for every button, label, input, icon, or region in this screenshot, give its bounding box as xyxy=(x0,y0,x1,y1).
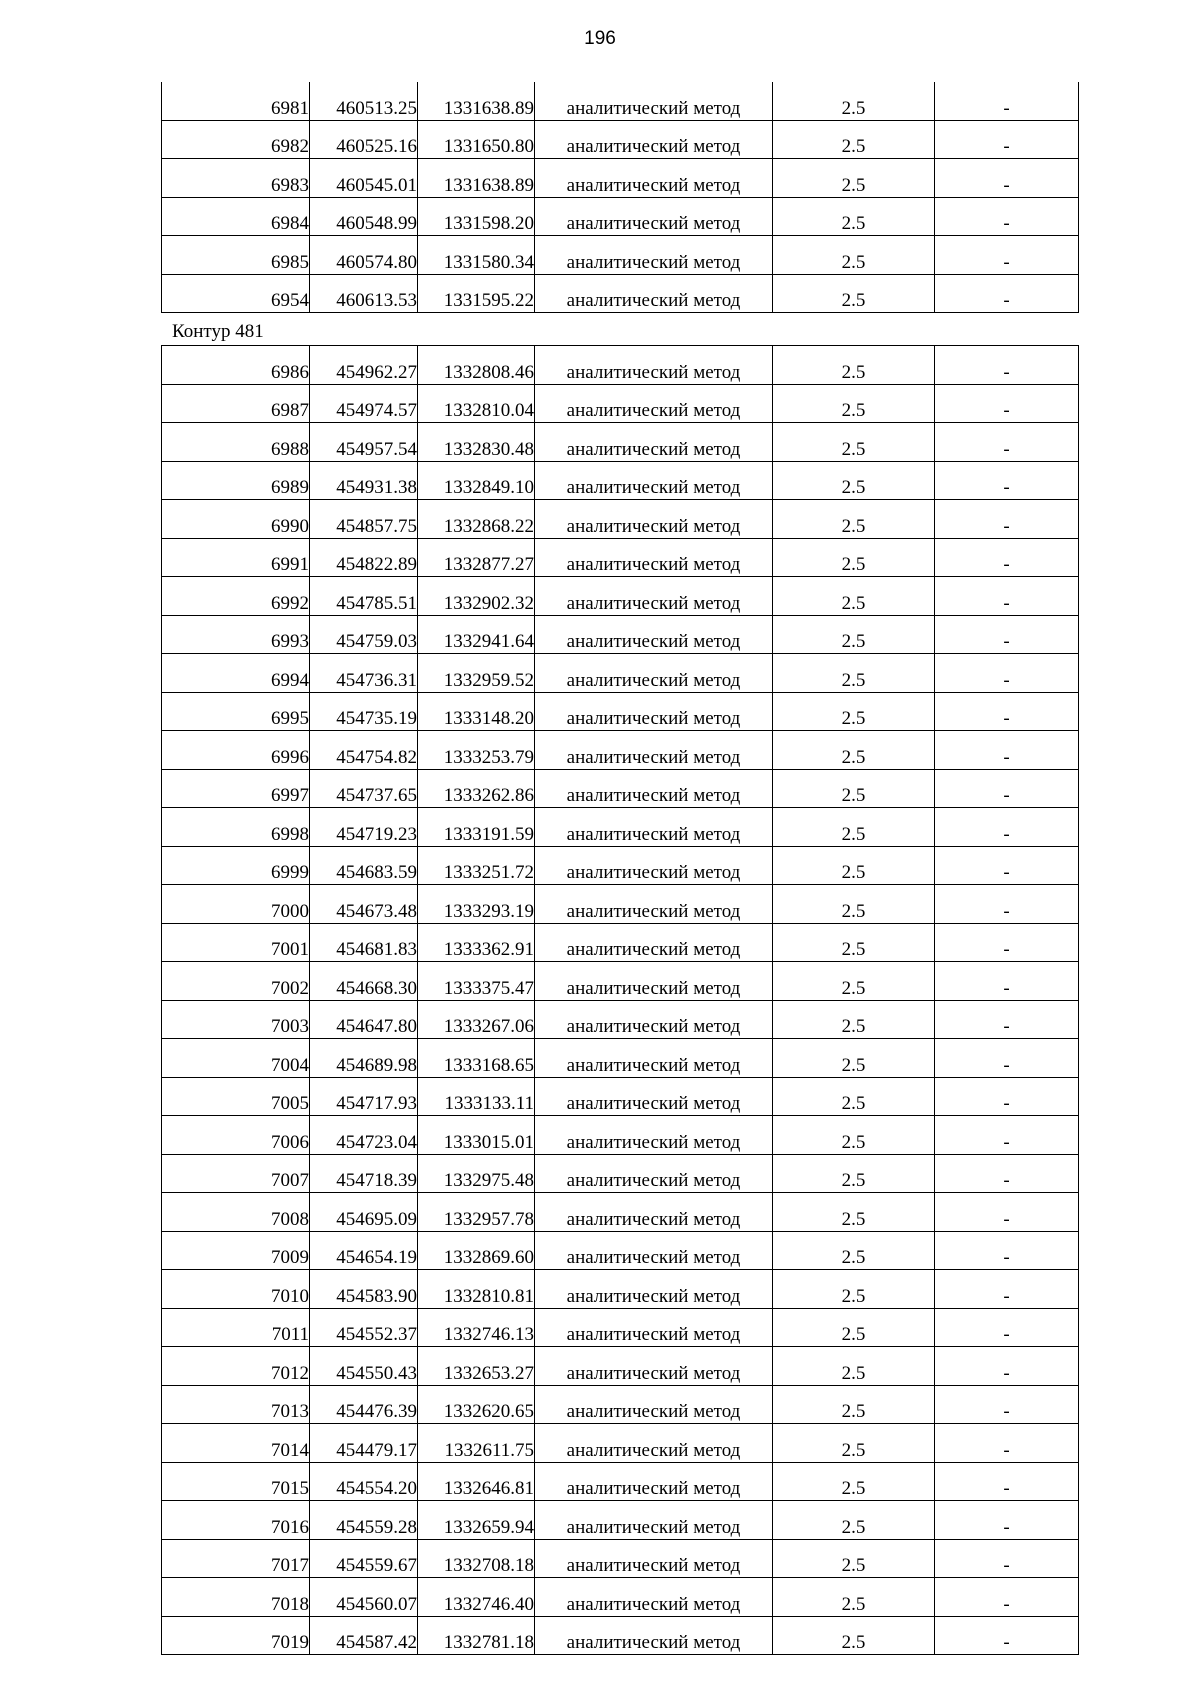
method-cell: аналитический метод xyxy=(535,1077,773,1116)
error-value-cell: 2.5 xyxy=(773,1347,935,1386)
coord-x-cell: 454974.57 xyxy=(310,384,418,423)
error-value-cell: 2.5 xyxy=(773,1154,935,1193)
coord-y-cell: 1331580.34 xyxy=(418,236,535,275)
error-value-cell: 2.5 xyxy=(773,423,935,462)
note-cell: - xyxy=(935,769,1079,808)
note-cell: - xyxy=(935,1077,1079,1116)
method-cell: аналитический метод xyxy=(535,1462,773,1501)
note-cell: - xyxy=(935,846,1079,885)
coord-y-cell: 1333168.65 xyxy=(418,1039,535,1078)
error-value-cell: 2.5 xyxy=(773,1308,935,1347)
note-cell: - xyxy=(935,1578,1079,1617)
method-cell: аналитический метод xyxy=(535,461,773,500)
error-value-cell: 2.5 xyxy=(773,346,935,385)
error-value-cell: 2.5 xyxy=(773,500,935,539)
coord-x-cell: 454654.19 xyxy=(310,1231,418,1270)
point-number-cell: 6982 xyxy=(162,120,310,159)
method-cell: аналитический метод xyxy=(535,1347,773,1386)
coord-y-cell: 1333015.01 xyxy=(418,1116,535,1155)
method-cell: аналитический метод xyxy=(535,197,773,236)
coord-x-cell: 454668.30 xyxy=(310,962,418,1001)
table-row xyxy=(162,1347,1079,1386)
table-row xyxy=(162,962,1079,1001)
point-number-cell: 6990 xyxy=(162,500,310,539)
table-row xyxy=(162,808,1079,847)
coord-x-cell: 454737.65 xyxy=(310,769,418,808)
coord-x-cell: 454759.03 xyxy=(310,615,418,654)
coordinates-table-continued xyxy=(161,82,1079,313)
point-number-cell: 7016 xyxy=(162,1501,310,1540)
point-number-cell: 6988 xyxy=(162,423,310,462)
error-value-cell: 2.5 xyxy=(773,1501,935,1540)
table-row xyxy=(162,1578,1079,1617)
error-value-cell: 2.5 xyxy=(773,1578,935,1617)
coord-y-cell: 1333362.91 xyxy=(418,923,535,962)
method-cell: аналитический метод xyxy=(535,1424,773,1463)
table-row xyxy=(162,346,1079,385)
error-value-cell: 2.5 xyxy=(773,1231,935,1270)
note-cell: - xyxy=(935,808,1079,847)
note-cell: - xyxy=(935,120,1079,159)
coord-x-cell: 454857.75 xyxy=(310,500,418,539)
table-row xyxy=(162,1539,1079,1578)
point-number-cell: 6986 xyxy=(162,346,310,385)
note-cell: - xyxy=(935,1616,1079,1655)
error-value-cell: 2.5 xyxy=(773,159,935,198)
table-row xyxy=(162,1039,1079,1078)
point-number-cell: 7006 xyxy=(162,1116,310,1155)
coord-y-cell: 1332810.04 xyxy=(418,384,535,423)
coord-x-cell: 454554.20 xyxy=(310,1462,418,1501)
point-number-cell: 7008 xyxy=(162,1193,310,1232)
error-value-cell: 2.5 xyxy=(773,1539,935,1578)
coord-y-cell: 1332830.48 xyxy=(418,423,535,462)
coord-x-cell: 454559.67 xyxy=(310,1539,418,1578)
point-number-cell: 7012 xyxy=(162,1347,310,1386)
note-cell: - xyxy=(935,159,1079,198)
point-number-cell: 6985 xyxy=(162,236,310,275)
method-cell: аналитический метод xyxy=(535,808,773,847)
point-number-cell: 6981 xyxy=(162,82,310,120)
point-number-cell: 7014 xyxy=(162,1424,310,1463)
table-row xyxy=(162,461,1079,500)
error-value-cell: 2.5 xyxy=(773,1424,935,1463)
table-row xyxy=(162,885,1079,924)
table-row xyxy=(162,197,1079,236)
note-cell: - xyxy=(935,1231,1079,1270)
coord-x-cell: 454647.80 xyxy=(310,1000,418,1039)
method-cell: аналитический метод xyxy=(535,1501,773,1540)
coord-y-cell: 1333253.79 xyxy=(418,731,535,770)
method-cell: аналитический метод xyxy=(535,731,773,770)
table-row xyxy=(162,120,1079,159)
coord-y-cell: 1331638.89 xyxy=(418,159,535,198)
coord-x-cell: 454723.04 xyxy=(310,1116,418,1155)
coord-x-cell: 454822.89 xyxy=(310,538,418,577)
coord-y-cell: 1333375.47 xyxy=(418,962,535,1001)
point-number-cell: 6998 xyxy=(162,808,310,847)
coord-x-cell: 460548.99 xyxy=(310,197,418,236)
error-value-cell: 2.5 xyxy=(773,1616,935,1655)
method-cell: аналитический метод xyxy=(535,82,773,120)
table-row xyxy=(162,423,1079,462)
method-cell: аналитический метод xyxy=(535,1308,773,1347)
error-value-cell: 2.5 xyxy=(773,1116,935,1155)
error-value-cell: 2.5 xyxy=(773,577,935,616)
coord-y-cell: 1333267.06 xyxy=(418,1000,535,1039)
error-value-cell: 2.5 xyxy=(773,1270,935,1309)
coord-y-cell: 1331638.89 xyxy=(418,82,535,120)
table-row xyxy=(162,1462,1079,1501)
coord-y-cell: 1332877.27 xyxy=(418,538,535,577)
point-number-cell: 7015 xyxy=(162,1462,310,1501)
method-cell: аналитический метод xyxy=(535,1578,773,1617)
coord-y-cell: 1332868.22 xyxy=(418,500,535,539)
point-number-cell: 6992 xyxy=(162,577,310,616)
contour-label: Контур 481 xyxy=(172,321,264,342)
coord-x-cell: 454735.19 xyxy=(310,692,418,731)
coord-x-cell: 454681.83 xyxy=(310,923,418,962)
note-cell: - xyxy=(935,500,1079,539)
error-value-cell: 2.5 xyxy=(773,197,935,236)
table-row xyxy=(162,654,1079,693)
coord-x-cell: 460574.80 xyxy=(310,236,418,275)
coord-x-cell: 460525.16 xyxy=(310,120,418,159)
note-cell: - xyxy=(935,384,1079,423)
error-value-cell: 2.5 xyxy=(773,923,935,962)
error-value-cell: 2.5 xyxy=(773,769,935,808)
coord-x-cell: 454754.82 xyxy=(310,731,418,770)
table-row xyxy=(162,1308,1079,1347)
coord-y-cell: 1333262.86 xyxy=(418,769,535,808)
coord-x-cell: 454785.51 xyxy=(310,577,418,616)
error-value-cell: 2.5 xyxy=(773,538,935,577)
coord-y-cell: 1332659.94 xyxy=(418,1501,535,1540)
coord-x-cell: 454476.39 xyxy=(310,1385,418,1424)
note-cell: - xyxy=(935,577,1079,616)
coord-y-cell: 1331595.22 xyxy=(418,274,535,313)
note-cell: - xyxy=(935,1539,1079,1578)
error-value-cell: 2.5 xyxy=(773,654,935,693)
note-cell: - xyxy=(935,1424,1079,1463)
method-cell: аналитический метод xyxy=(535,577,773,616)
point-number-cell: 6996 xyxy=(162,731,310,770)
point-number-cell: 6995 xyxy=(162,692,310,731)
point-number-cell: 6999 xyxy=(162,846,310,885)
point-number-cell: 6991 xyxy=(162,538,310,577)
method-cell: аналитический метод xyxy=(535,769,773,808)
note-cell: - xyxy=(935,1462,1079,1501)
note-cell: - xyxy=(935,731,1079,770)
coord-y-cell: 1332746.13 xyxy=(418,1308,535,1347)
error-value-cell: 2.5 xyxy=(773,384,935,423)
error-value-cell: 2.5 xyxy=(773,885,935,924)
table-row xyxy=(162,846,1079,885)
point-number-cell: 7019 xyxy=(162,1616,310,1655)
coord-x-cell: 454736.31 xyxy=(310,654,418,693)
error-value-cell: 2.5 xyxy=(773,1000,935,1039)
method-cell: аналитический метод xyxy=(535,923,773,962)
method-cell: аналитический метод xyxy=(535,615,773,654)
table-row xyxy=(162,1154,1079,1193)
coord-y-cell: 1333293.19 xyxy=(418,885,535,924)
coord-y-cell: 1332957.78 xyxy=(418,1193,535,1232)
note-cell: - xyxy=(935,885,1079,924)
table-row xyxy=(162,1193,1079,1232)
method-cell: аналитический метод xyxy=(535,1539,773,1578)
note-cell: - xyxy=(935,1385,1079,1424)
error-value-cell: 2.5 xyxy=(773,82,935,120)
coord-x-cell: 454962.27 xyxy=(310,346,418,385)
method-cell: аналитический метод xyxy=(535,1193,773,1232)
point-number-cell: 7001 xyxy=(162,923,310,962)
note-cell: - xyxy=(935,962,1079,1001)
method-cell: аналитический метод xyxy=(535,236,773,275)
note-cell: - xyxy=(935,1116,1079,1155)
method-cell: аналитический метод xyxy=(535,846,773,885)
method-cell: аналитический метод xyxy=(535,384,773,423)
error-value-cell: 2.5 xyxy=(773,846,935,885)
point-number-cell: 7007 xyxy=(162,1154,310,1193)
table-row xyxy=(162,1424,1079,1463)
point-number-cell: 7003 xyxy=(162,1000,310,1039)
method-cell: аналитический метод xyxy=(535,1231,773,1270)
coord-y-cell: 1332646.81 xyxy=(418,1462,535,1501)
error-value-cell: 2.5 xyxy=(773,615,935,654)
note-cell: - xyxy=(935,1000,1079,1039)
method-cell: аналитический метод xyxy=(535,1154,773,1193)
point-number-cell: 6954 xyxy=(162,274,310,313)
note-cell: - xyxy=(935,692,1079,731)
method-cell: аналитический метод xyxy=(535,1039,773,1078)
table-row xyxy=(162,1077,1079,1116)
coord-y-cell: 1331650.80 xyxy=(418,120,535,159)
table-row xyxy=(162,692,1079,731)
table-row xyxy=(162,731,1079,770)
error-value-cell: 2.5 xyxy=(773,236,935,275)
note-cell: - xyxy=(935,1039,1079,1078)
coord-x-cell: 454587.42 xyxy=(310,1616,418,1655)
coord-x-cell: 460545.01 xyxy=(310,159,418,198)
note-cell: - xyxy=(935,1154,1079,1193)
coord-y-cell: 1333251.72 xyxy=(418,846,535,885)
note-cell: - xyxy=(935,1347,1079,1386)
point-number-cell: 7011 xyxy=(162,1308,310,1347)
coord-y-cell: 1332869.60 xyxy=(418,1231,535,1270)
point-number-cell: 6983 xyxy=(162,159,310,198)
coord-y-cell: 1332653.27 xyxy=(418,1347,535,1386)
table-row xyxy=(162,769,1079,808)
note-cell: - xyxy=(935,274,1079,313)
point-number-cell: 6993 xyxy=(162,615,310,654)
point-number-cell: 7017 xyxy=(162,1539,310,1578)
method-cell: аналитический метод xyxy=(535,538,773,577)
note-cell: - xyxy=(935,1501,1079,1540)
coord-x-cell: 454560.07 xyxy=(310,1578,418,1617)
note-cell: - xyxy=(935,538,1079,577)
error-value-cell: 2.5 xyxy=(773,1385,935,1424)
coord-x-cell: 454559.28 xyxy=(310,1501,418,1540)
table-row xyxy=(162,236,1079,275)
coord-x-cell: 460513.25 xyxy=(310,82,418,120)
table-row xyxy=(162,1385,1079,1424)
method-cell: аналитический метод xyxy=(535,159,773,198)
method-cell: аналитический метод xyxy=(535,500,773,539)
coord-y-cell: 1332810.81 xyxy=(418,1270,535,1309)
page-number: 196 xyxy=(584,28,616,49)
table-row xyxy=(162,82,1079,120)
coord-y-cell: 1332975.48 xyxy=(418,1154,535,1193)
point-number-cell: 6984 xyxy=(162,197,310,236)
method-cell: аналитический метод xyxy=(535,692,773,731)
coord-x-cell: 454583.90 xyxy=(310,1270,418,1309)
table-row xyxy=(162,1501,1079,1540)
note-cell: - xyxy=(935,461,1079,500)
point-number-cell: 7000 xyxy=(162,885,310,924)
coord-y-cell: 1333133.11 xyxy=(418,1077,535,1116)
coord-y-cell: 1332808.46 xyxy=(418,346,535,385)
error-value-cell: 2.5 xyxy=(773,1077,935,1116)
error-value-cell: 2.5 xyxy=(773,461,935,500)
note-cell: - xyxy=(935,923,1079,962)
coord-x-cell: 454957.54 xyxy=(310,423,418,462)
table-row xyxy=(162,538,1079,577)
coord-x-cell: 454717.93 xyxy=(310,1077,418,1116)
note-cell: - xyxy=(935,1193,1079,1232)
method-cell: аналитический метод xyxy=(535,1385,773,1424)
method-cell: аналитический метод xyxy=(535,346,773,385)
error-value-cell: 2.5 xyxy=(773,1039,935,1078)
point-number-cell: 7002 xyxy=(162,962,310,1001)
table-row xyxy=(162,1116,1079,1155)
coord-y-cell: 1332746.40 xyxy=(418,1578,535,1617)
method-cell: аналитический метод xyxy=(535,885,773,924)
point-number-cell: 7009 xyxy=(162,1231,310,1270)
note-cell: - xyxy=(935,654,1079,693)
note-cell: - xyxy=(935,82,1079,120)
coord-y-cell: 1333148.20 xyxy=(418,692,535,731)
note-cell: - xyxy=(935,197,1079,236)
point-number-cell: 7013 xyxy=(162,1385,310,1424)
method-cell: аналитический метод xyxy=(535,423,773,462)
error-value-cell: 2.5 xyxy=(773,808,935,847)
coord-y-cell: 1332902.32 xyxy=(418,577,535,616)
point-number-cell: 7018 xyxy=(162,1578,310,1617)
note-cell: - xyxy=(935,1308,1079,1347)
point-number-cell: 6997 xyxy=(162,769,310,808)
table-row xyxy=(162,615,1079,654)
method-cell: аналитический метод xyxy=(535,274,773,313)
table-row xyxy=(162,1000,1079,1039)
error-value-cell: 2.5 xyxy=(773,1462,935,1501)
error-value-cell: 2.5 xyxy=(773,731,935,770)
table-row xyxy=(162,1231,1079,1270)
point-number-cell: 6994 xyxy=(162,654,310,693)
point-number-cell: 7010 xyxy=(162,1270,310,1309)
coord-x-cell: 454931.38 xyxy=(310,461,418,500)
error-value-cell: 2.5 xyxy=(773,1193,935,1232)
point-number-cell: 6989 xyxy=(162,461,310,500)
table-row xyxy=(162,1616,1079,1655)
coord-y-cell: 1332959.52 xyxy=(418,654,535,693)
error-value-cell: 2.5 xyxy=(773,692,935,731)
method-cell: аналитический метод xyxy=(535,962,773,1001)
table-row xyxy=(162,384,1079,423)
coord-y-cell: 1331598.20 xyxy=(418,197,535,236)
note-cell: - xyxy=(935,423,1079,462)
method-cell: аналитический метод xyxy=(535,654,773,693)
table-row xyxy=(162,500,1079,539)
error-value-cell: 2.5 xyxy=(773,962,935,1001)
table-row xyxy=(162,1270,1079,1309)
coord-x-cell: 460613.53 xyxy=(310,274,418,313)
coord-x-cell: 454719.23 xyxy=(310,808,418,847)
method-cell: аналитический метод xyxy=(535,1270,773,1309)
coord-y-cell: 1332781.18 xyxy=(418,1616,535,1655)
coord-y-cell: 1332941.64 xyxy=(418,615,535,654)
coord-x-cell: 454673.48 xyxy=(310,885,418,924)
method-cell: аналитический метод xyxy=(535,1616,773,1655)
table-row xyxy=(162,159,1079,198)
coord-x-cell: 454550.43 xyxy=(310,1347,418,1386)
table-row xyxy=(162,274,1079,313)
method-cell: аналитический метод xyxy=(535,120,773,159)
note-cell: - xyxy=(935,615,1079,654)
coord-x-cell: 454479.17 xyxy=(310,1424,418,1463)
coord-y-cell: 1332611.75 xyxy=(418,1424,535,1463)
note-cell: - xyxy=(935,346,1079,385)
table-row xyxy=(162,577,1079,616)
coord-x-cell: 454718.39 xyxy=(310,1154,418,1193)
coordinates-table-contour xyxy=(161,345,1079,1655)
note-cell: - xyxy=(935,236,1079,275)
point-number-cell: 6987 xyxy=(162,384,310,423)
point-number-cell: 7005 xyxy=(162,1077,310,1116)
method-cell: аналитический метод xyxy=(535,1000,773,1039)
coord-y-cell: 1332849.10 xyxy=(418,461,535,500)
coord-y-cell: 1333191.59 xyxy=(418,808,535,847)
coord-x-cell: 454689.98 xyxy=(310,1039,418,1078)
error-value-cell: 2.5 xyxy=(773,274,935,313)
coord-x-cell: 454552.37 xyxy=(310,1308,418,1347)
coord-x-cell: 454683.59 xyxy=(310,846,418,885)
coord-x-cell: 454695.09 xyxy=(310,1193,418,1232)
note-cell: - xyxy=(935,1270,1079,1309)
method-cell: аналитический метод xyxy=(535,1116,773,1155)
table-row xyxy=(162,923,1079,962)
coord-y-cell: 1332708.18 xyxy=(418,1539,535,1578)
coord-y-cell: 1332620.65 xyxy=(418,1385,535,1424)
error-value-cell: 2.5 xyxy=(773,120,935,159)
point-number-cell: 7004 xyxy=(162,1039,310,1078)
